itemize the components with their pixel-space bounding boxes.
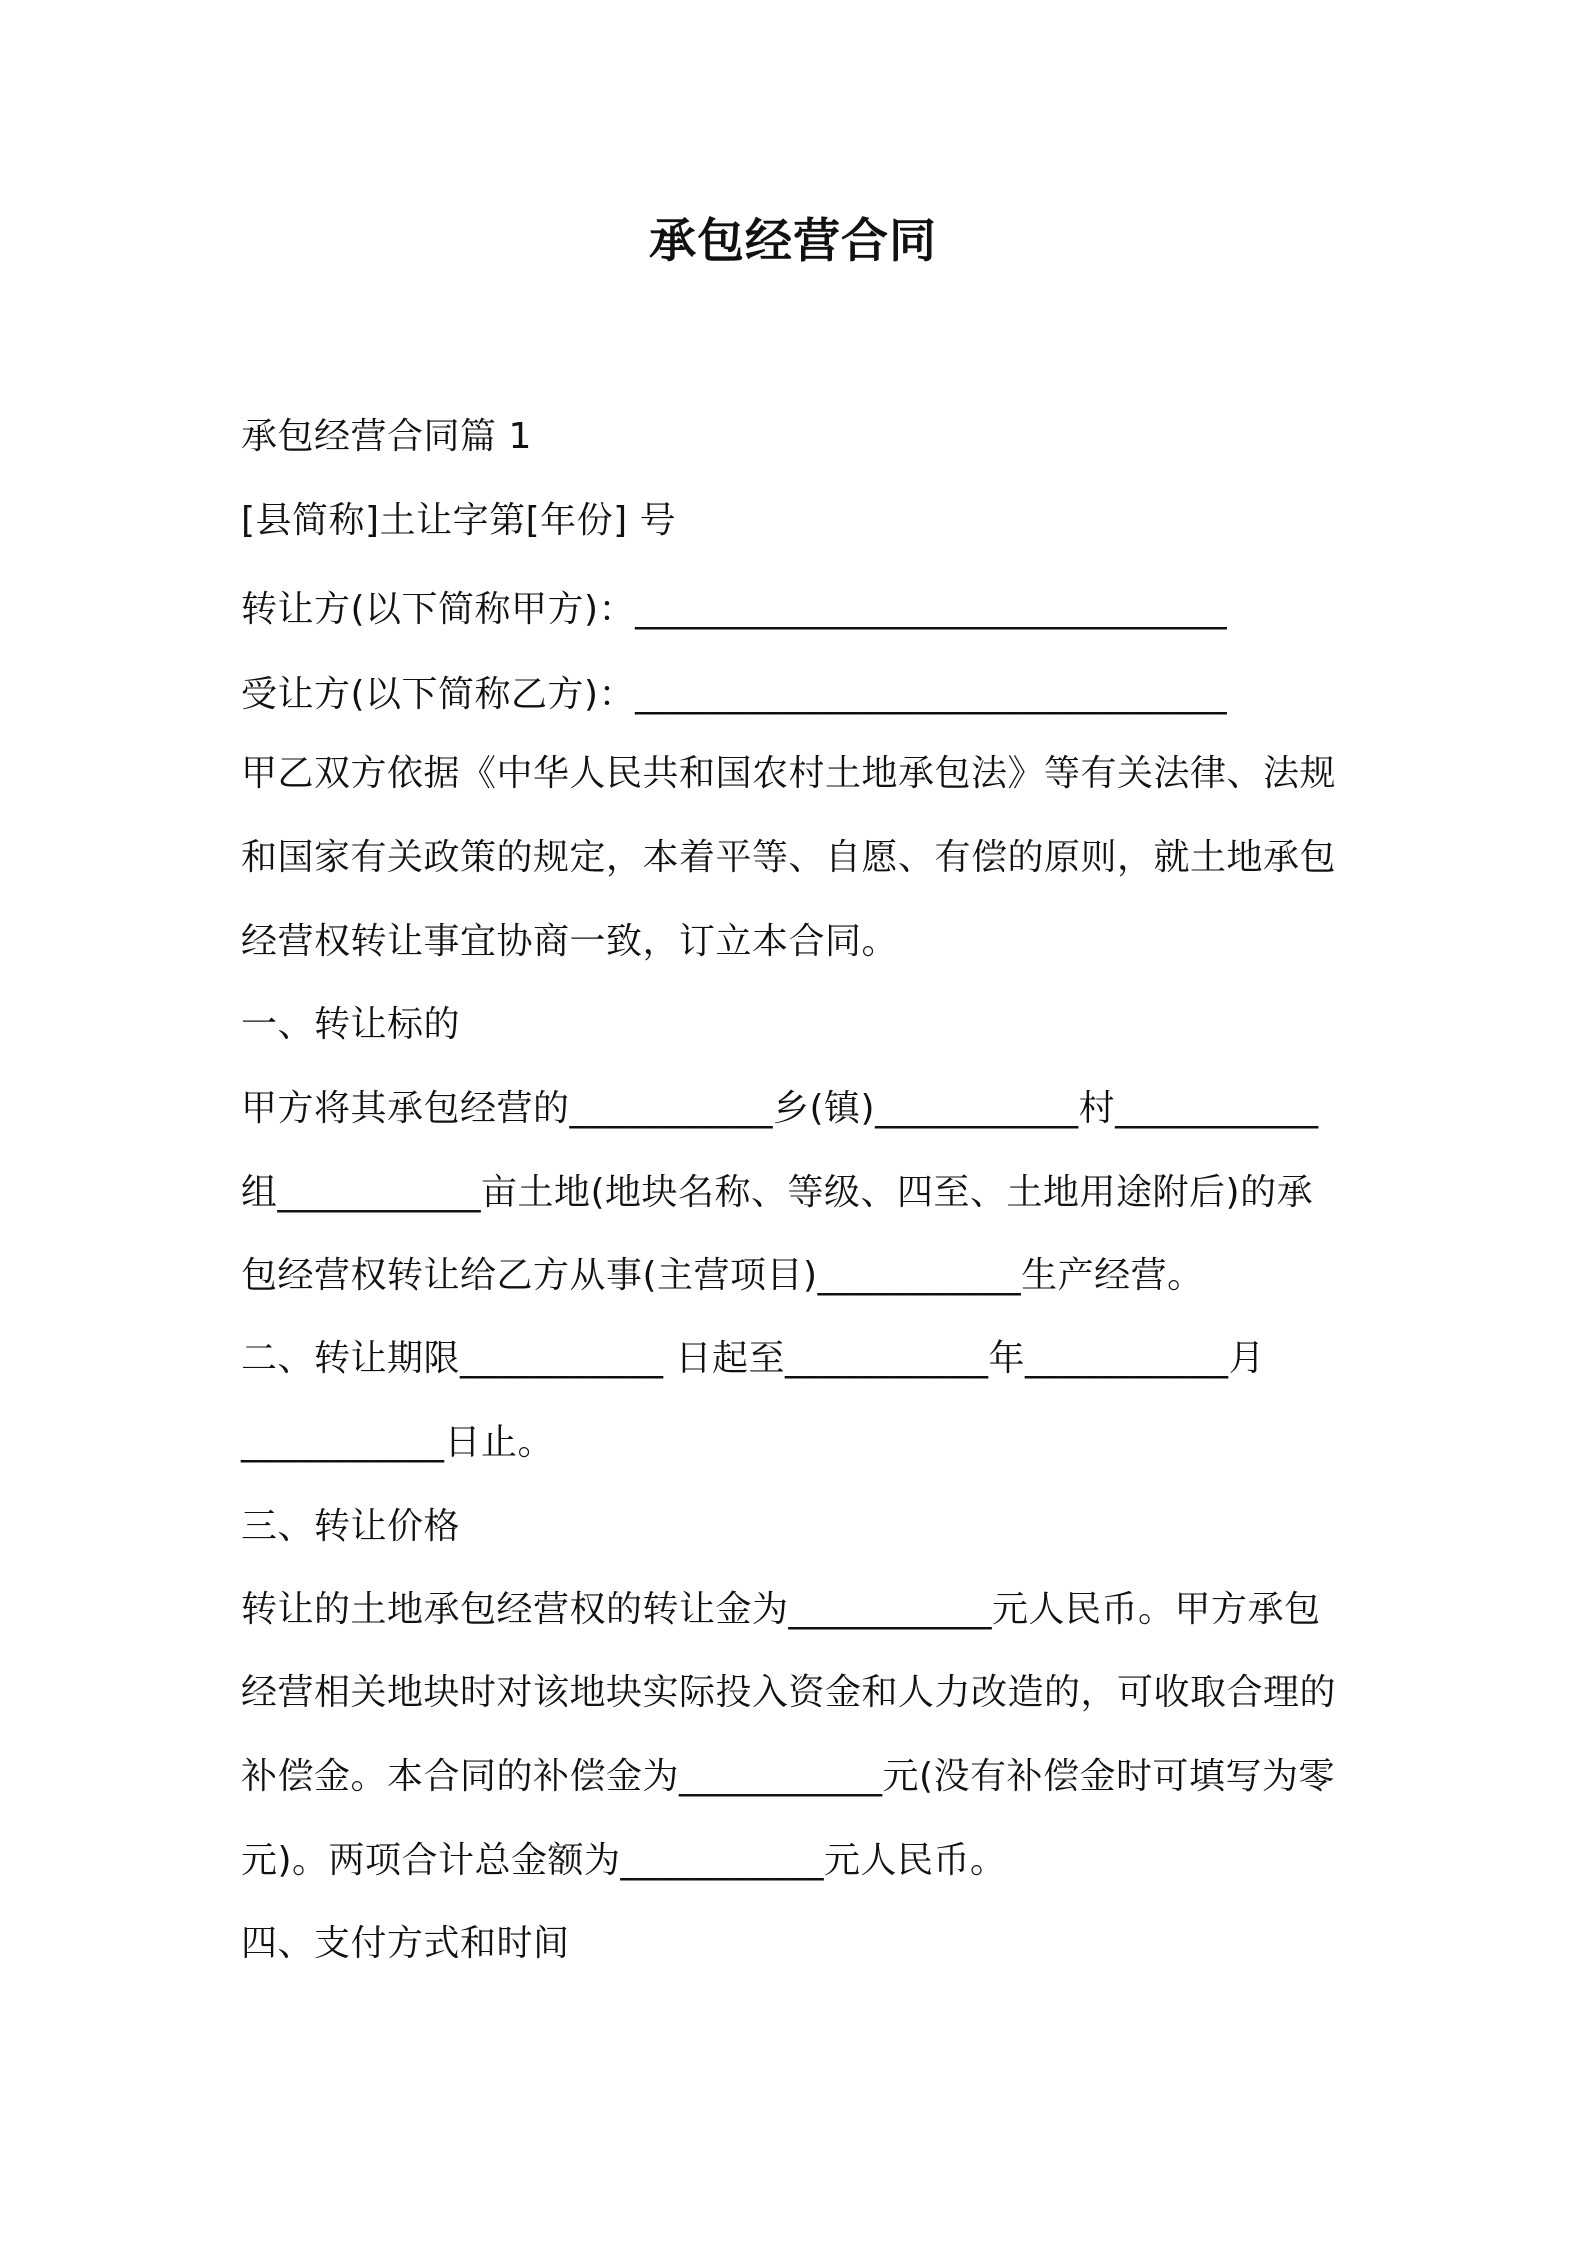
transferee-line: 受让方(以下简称乙方)：________________________________ bbox=[241, 674, 1228, 715]
paragraph-line: 元)。两项合计总金额为___________元人民币。 bbox=[241, 1840, 1007, 1881]
clause-heading-2-line: 二、转让期限___________ 日起至___________年___________月 bbox=[241, 1338, 1265, 1379]
paragraph-line: 经营权转让事宜协商一致，订立本合同。 bbox=[241, 921, 899, 962]
transferor-line: 转让方(以下简称甲方)：________________________________ bbox=[241, 589, 1228, 630]
paragraph-line: 补偿金。本合同的补偿金为___________元(没有补偿金时可填写为零 bbox=[241, 1756, 1336, 1797]
paragraph-line: 经营相关地块时对该地块实际投入资金和人力改造的，可收取合理的 bbox=[241, 1672, 1337, 1713]
paragraph-line: 甲乙双方依据《中华人民共和国农村土地承包法》等有关法律、法规 bbox=[241, 753, 1337, 794]
paragraph-line: 甲方将其承包经营的___________乡(镇)___________村___________ bbox=[241, 1088, 1319, 1129]
document-number-line: [县简称]土让字第[年份] 号 bbox=[241, 500, 677, 541]
paragraph-line: 组___________亩土地(地块名称、等级、四至、土地用途附后)的承 bbox=[241, 1172, 1314, 1213]
paragraph-line: 转让的土地承包经营权的转让金为___________元人民币。甲方承包 bbox=[241, 1589, 1321, 1630]
paragraph-line: ___________日止。 bbox=[241, 1422, 555, 1463]
clause-heading-1: 一、转让标的 bbox=[241, 1004, 461, 1045]
paragraph-line: 和国家有关政策的规定，本着平等、自愿、有偿的原则，就土地承包 bbox=[241, 837, 1337, 878]
document-title: 承包经营合同 bbox=[649, 214, 937, 269]
clause-heading-4: 四、支付方式和时间 bbox=[241, 1923, 570, 1964]
clause-heading-3: 三、转让价格 bbox=[241, 1506, 461, 1547]
paragraph-line: 包经营权转让给乙方从事(主营项目)___________生产经营。 bbox=[241, 1255, 1204, 1296]
section-heading-part-1: 承包经营合同篇 1 bbox=[241, 416, 532, 457]
